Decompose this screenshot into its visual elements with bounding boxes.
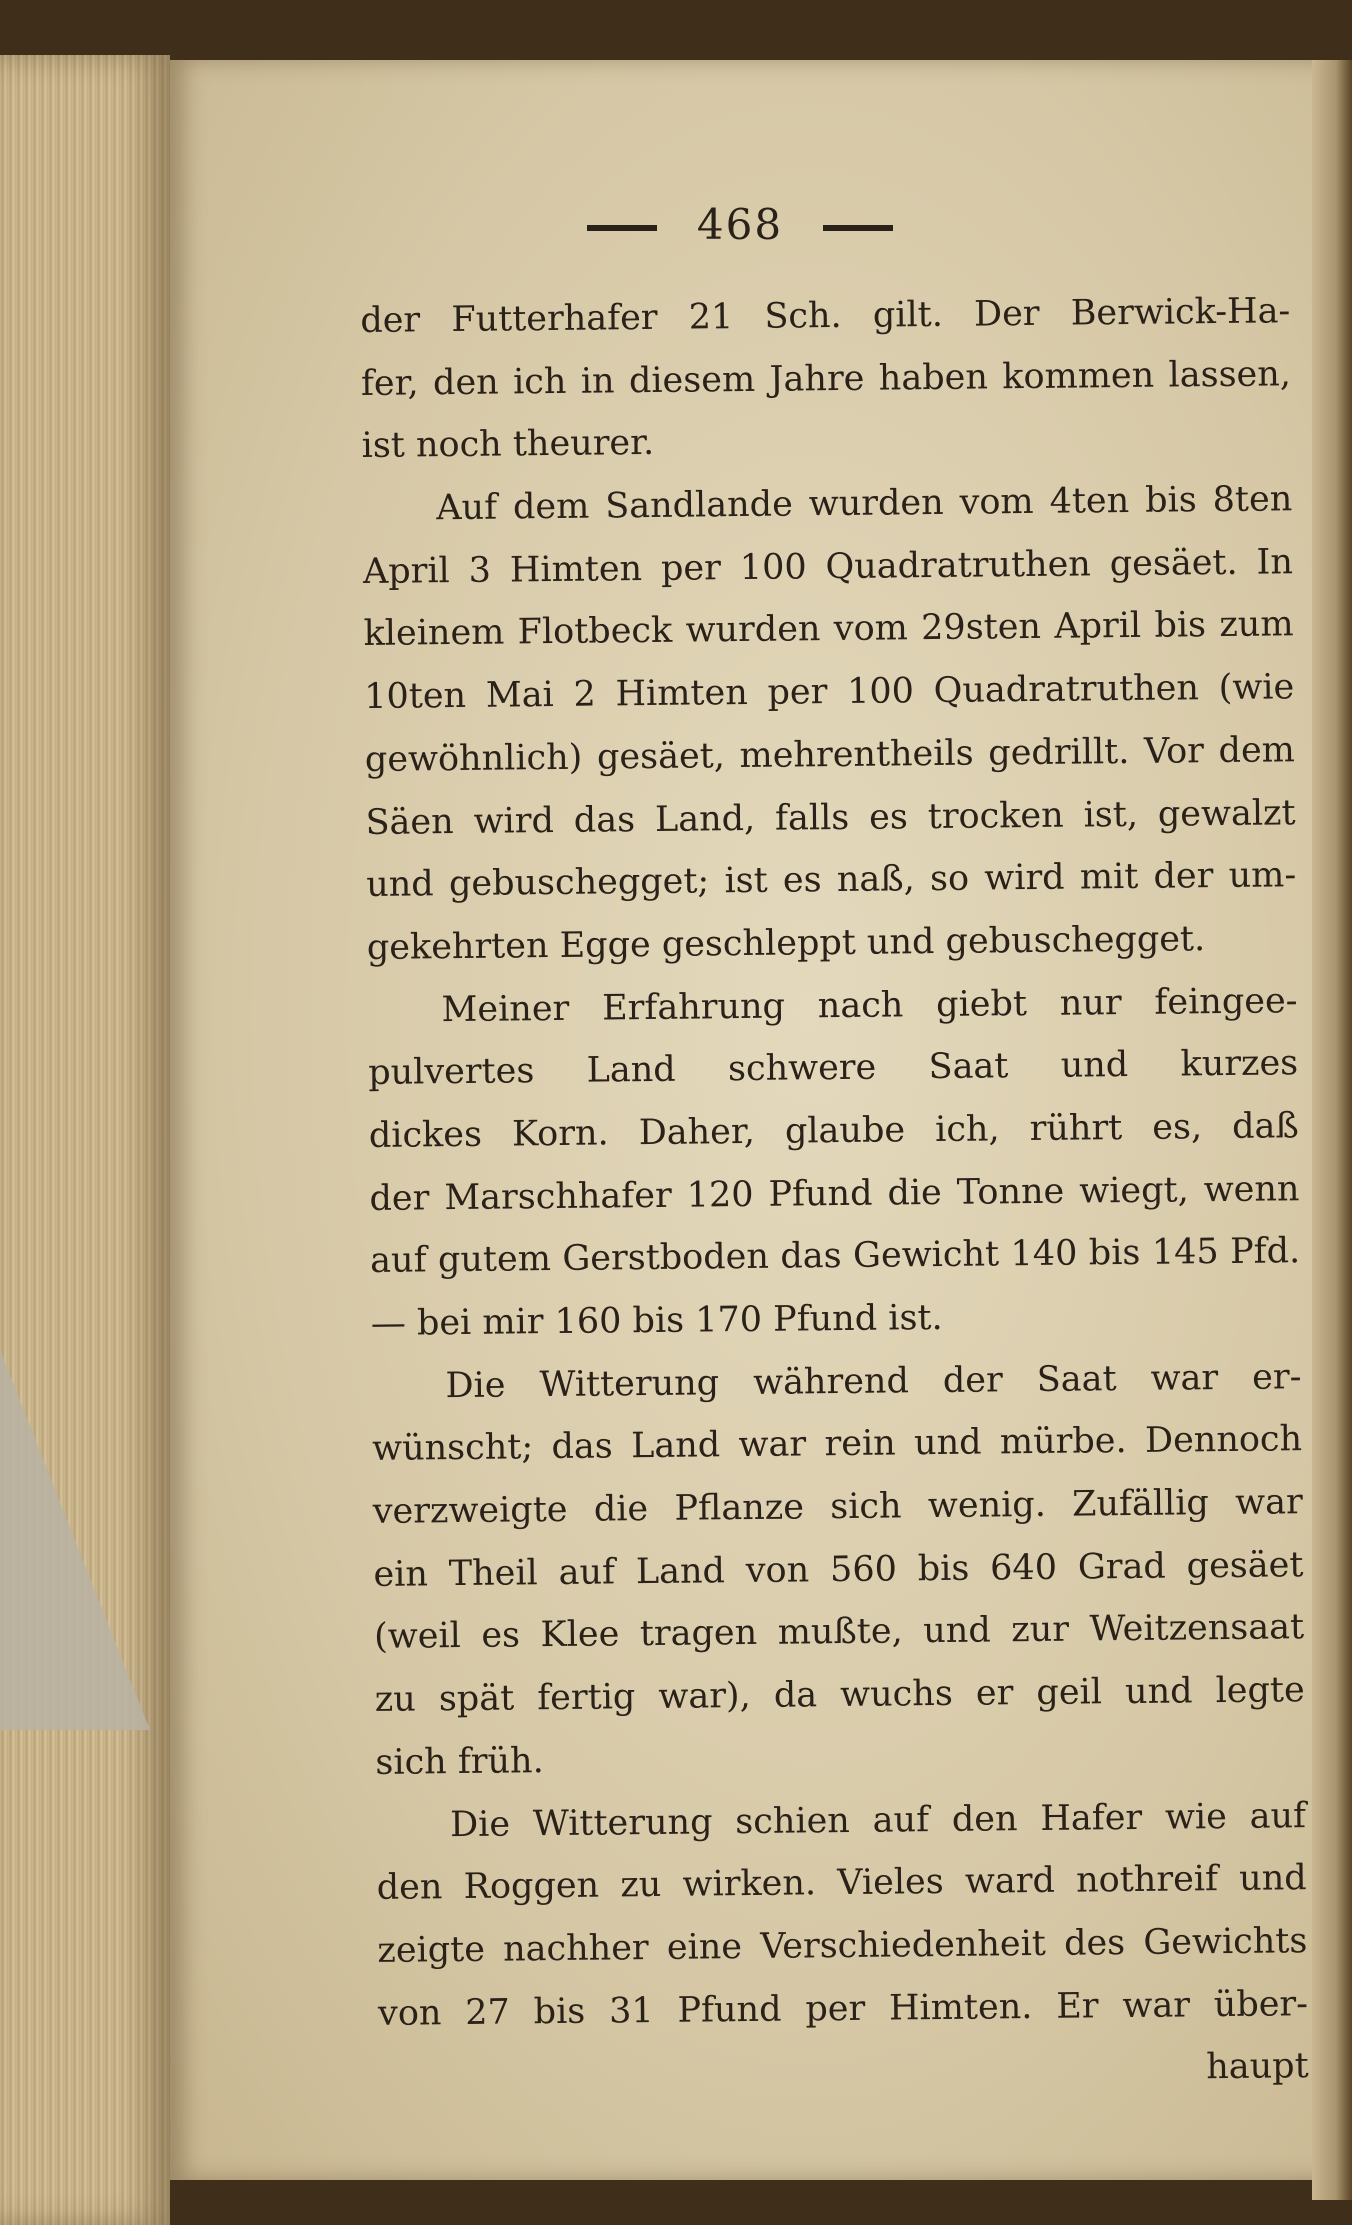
text-line: und gebuschegget; ist es naß, so wird mit der um- — [366, 855, 1297, 906]
text-line: gekehrten Egge geschleppt und gebuschegget. — [366, 919, 1206, 968]
book-page-edges — [0, 55, 170, 2225]
text-line: den Roggen zu wirken. Vieles ward nothreif und — [376, 1858, 1307, 1909]
text-line: verzweigte die Pflanze sich wenig. Zufällig war — [372, 1482, 1303, 1532]
text-line: kleinem Flotbeck wurden vom 29sten April bis zum — [363, 604, 1294, 655]
page-number: 468 — [696, 200, 784, 249]
text-line: Säen wird das Land, falls es trocken ist, gewalzt — [365, 792, 1296, 843]
text-line: ein Theil auf Land von 560 bis 640 Grad gesäet — [373, 1544, 1304, 1595]
text-line: pulvertes Land schwere Saat und kurzes — [367, 1043, 1299, 1094]
header-dash-right — [823, 225, 893, 231]
text-line: Auf dem Sandlande wurden vom 4ten bis 8ten — [436, 479, 1293, 529]
text-line: Die Witterung während der Saat war er- — [445, 1356, 1302, 1406]
text-line: — bei mir 160 bis 170 Pfund ist. — [370, 1297, 943, 1344]
text-line: ist noch theurer. — [361, 423, 655, 467]
folded-page-corner — [0, 1350, 150, 1730]
text-line: gewöhnlich) gesäet, mehrentheils gedrillt. Vor dem — [364, 730, 1296, 780]
text-line: wünscht; das Land war rein und mürbe. Dennoch — [371, 1419, 1303, 1470]
text-line: auf gutem Gerstboden das Gewicht 140 bis 145 Pfd. — [369, 1231, 1301, 1282]
text-line: 10ten Mai 2 Himten per 100 Quadratruthen (wie — [364, 667, 1295, 718]
text-line: zu spät fertig war), da wuchs er geil und legte — [374, 1670, 1305, 1721]
catchword: haupt — [1206, 2046, 1309, 2088]
text-line: Meiner Erfahrung nach giebt nur feingee- — [441, 980, 1298, 1030]
text-line: der Marschhafer 120 Pfund die Tonne wiegt, wenn — [369, 1168, 1300, 1219]
text-line: dickes Korn. Daher, glaube ich, rührt es, daß — [368, 1106, 1300, 1156]
page-header — [170, 200, 1310, 249]
text-line: zeigte nachher eine Verschiedenheit des Gewichts — [377, 1921, 1308, 1971]
text-line: sich früh. — [375, 1740, 544, 1783]
header-dash-left — [587, 225, 657, 231]
book-gutter — [1312, 60, 1352, 2200]
text-line: von 27 bis 31 Pfund per Himten. Er war über- — [377, 1983, 1309, 2034]
text-line: (weil es Klee tragen mußte, und zur Weitzensaat — [373, 1607, 1305, 1658]
text-line: Die Witterung schien auf den Hafer wie auf — [449, 1795, 1307, 1845]
body-text — [360, 280, 1309, 2108]
text-line: April 3 Himten per 100 Quadratruthen gesäet. In — [362, 541, 1294, 592]
text-line: fer, den ich in diesem Jahre haben kommen lassen, — [360, 353, 1292, 404]
text-line: der Futterhafer 21 Sch. gilt. Der Berwick-Ha- — [360, 291, 1291, 341]
